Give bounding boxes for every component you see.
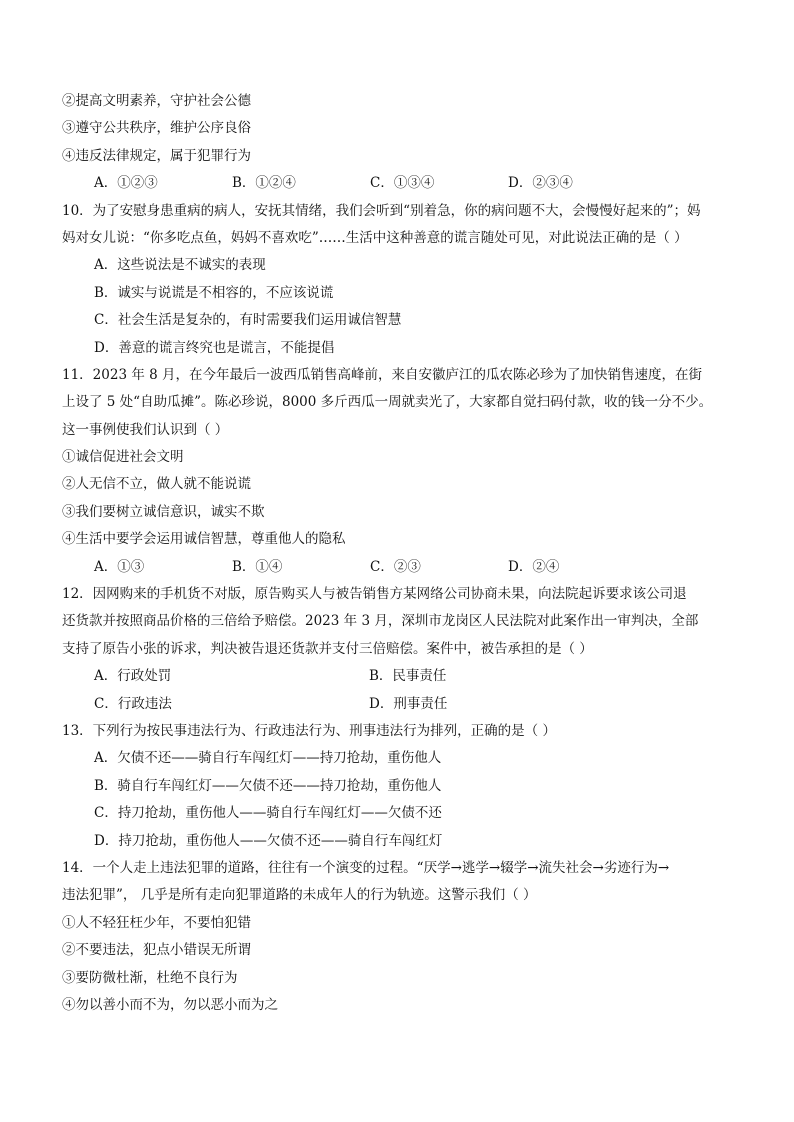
statement: ③要防微杜渐，杜绝不良行为 bbox=[62, 969, 238, 986]
option-c: C．①③④ bbox=[370, 175, 435, 192]
exam-page bbox=[62, 88, 734, 1019]
question-text: 妈对女儿说：“你多吃点鱼，妈妈不喜欢吃”……生活中这种善意的谎言随处可见，对此说法正确的是（ ） bbox=[62, 229, 688, 246]
option-c: C．②③ bbox=[370, 558, 421, 575]
question-11 bbox=[62, 362, 734, 581]
option-a: A．①②③ bbox=[94, 175, 158, 192]
option-a: A．欠债不还——骑自行车闯红灯——持刀抢劫，重伤他人 bbox=[94, 750, 442, 767]
option-a: A．这些说法是不诚实的表现 bbox=[94, 257, 266, 274]
question-text: 违法犯罪”， 几乎是所有走向犯罪道路的未成年人的行为轨迹。这警示我们（ ） bbox=[62, 887, 537, 904]
option-a: A．①③ bbox=[94, 558, 145, 575]
statement: ③遵守公共秩序，维护公序良俗 bbox=[62, 120, 251, 137]
option-c: C．行政违法 bbox=[94, 695, 172, 712]
option-b: B．骑自行车闯红灯——欠债不还——持刀抢劫，重伤他人 bbox=[94, 777, 442, 794]
option-b: B．诚实与说谎是不相容的，不应该说谎 bbox=[94, 284, 334, 301]
statement: ②人无信不立，做人就不能说谎 bbox=[62, 476, 251, 493]
statement: ③我们要树立诚信意识，诚实不欺 bbox=[62, 503, 265, 520]
statement: ④生活中要学会运用诚信智慧，尊重他人的隐私 bbox=[62, 531, 346, 548]
statement: ④违反法律规定，属于犯罪行为 bbox=[62, 147, 251, 164]
statement: ④勿以善小而不为，勿以恶小而为之 bbox=[62, 996, 278, 1013]
option-b: B．民事责任 bbox=[369, 668, 447, 685]
question-text: 10．为了安慰身患重病的病人，安抚其情绪，我们会听到“别着急，你的病问题不大，会慢慢好起来的”；妈 bbox=[62, 202, 701, 219]
option-d: D．善意的谎言终究也是谎言，不能提倡 bbox=[94, 339, 335, 356]
options-row bbox=[62, 170, 734, 197]
question-14 bbox=[62, 855, 734, 1019]
question-text: 还货款并按照商品价格的三倍给予赔偿。2023 年 3 月，深圳市龙岗区人民法院对此案作出一审判决，全部 bbox=[62, 613, 699, 630]
option-d: D．刑事责任 bbox=[369, 695, 448, 712]
option-c: C．社会生活是复杂的，有时需要我们运用诚信智慧 bbox=[94, 312, 402, 329]
option-b: B．①②④ bbox=[232, 175, 296, 192]
question-text: 这一事例使我们认识到（ ） bbox=[62, 421, 229, 438]
option-d: D．②④ bbox=[508, 558, 560, 575]
question-text: 13．下列行为按民事违法行为、行政违法行为、刑事违法行为排列，正确的是（ ） bbox=[62, 722, 556, 739]
options-row bbox=[62, 663, 734, 690]
question-12 bbox=[62, 581, 734, 718]
option-b: B．①④ bbox=[232, 558, 283, 575]
option-d: D．持刀抢劫，重伤他人——欠债不还——骑自行车闯红灯 bbox=[94, 832, 443, 849]
statement: ②不要违法，犯点小错误无所谓 bbox=[62, 942, 251, 959]
statement: ①人不轻狂枉少年，不要怕犯错 bbox=[62, 914, 251, 931]
question-text: 上设了 5 处“自助瓜摊”。陈必珍说，8000 多斤西瓜一周就卖光了，大家都自觉扫码付款，收的钱一分不少。 bbox=[62, 394, 713, 411]
question-13 bbox=[62, 718, 734, 855]
statement: ①诚信促进社会文明 bbox=[62, 449, 184, 466]
statement: ②提高文明素养，守护社会公德 bbox=[62, 93, 251, 109]
question-10 bbox=[62, 198, 734, 362]
question-text: 支持了原告小张的诉求，判决被告退还货款并支付三倍赔偿。案件中，被告承担的是（ ） bbox=[62, 640, 593, 657]
question-text: 12．因网购来的手机货不对版，原告购买人与被告销售方某网络公司协商未果，向法院起诉要求该公司退 bbox=[62, 586, 687, 603]
option-c: C．持刀抢劫，重伤他人——骑自行车闯红灯——欠债不还 bbox=[94, 805, 442, 822]
options-row bbox=[62, 554, 734, 581]
option-d: D．②③④ bbox=[508, 175, 573, 192]
option-a: A．行政处罚 bbox=[94, 668, 172, 685]
question-text: 11．2023 年 8 月，在今年最后一波西瓜销售高峰前，来自安徽庐江的瓜农陈必珍为了加快销售速度，在街 bbox=[62, 366, 702, 383]
question-9-continued bbox=[62, 88, 734, 198]
options-row bbox=[62, 691, 734, 718]
question-text: 14．一个人走上违法犯罪的道路，往往有一个演变的过程。“厌学→逃学→辍学→流失社会→劣迹行为→ bbox=[62, 859, 670, 876]
